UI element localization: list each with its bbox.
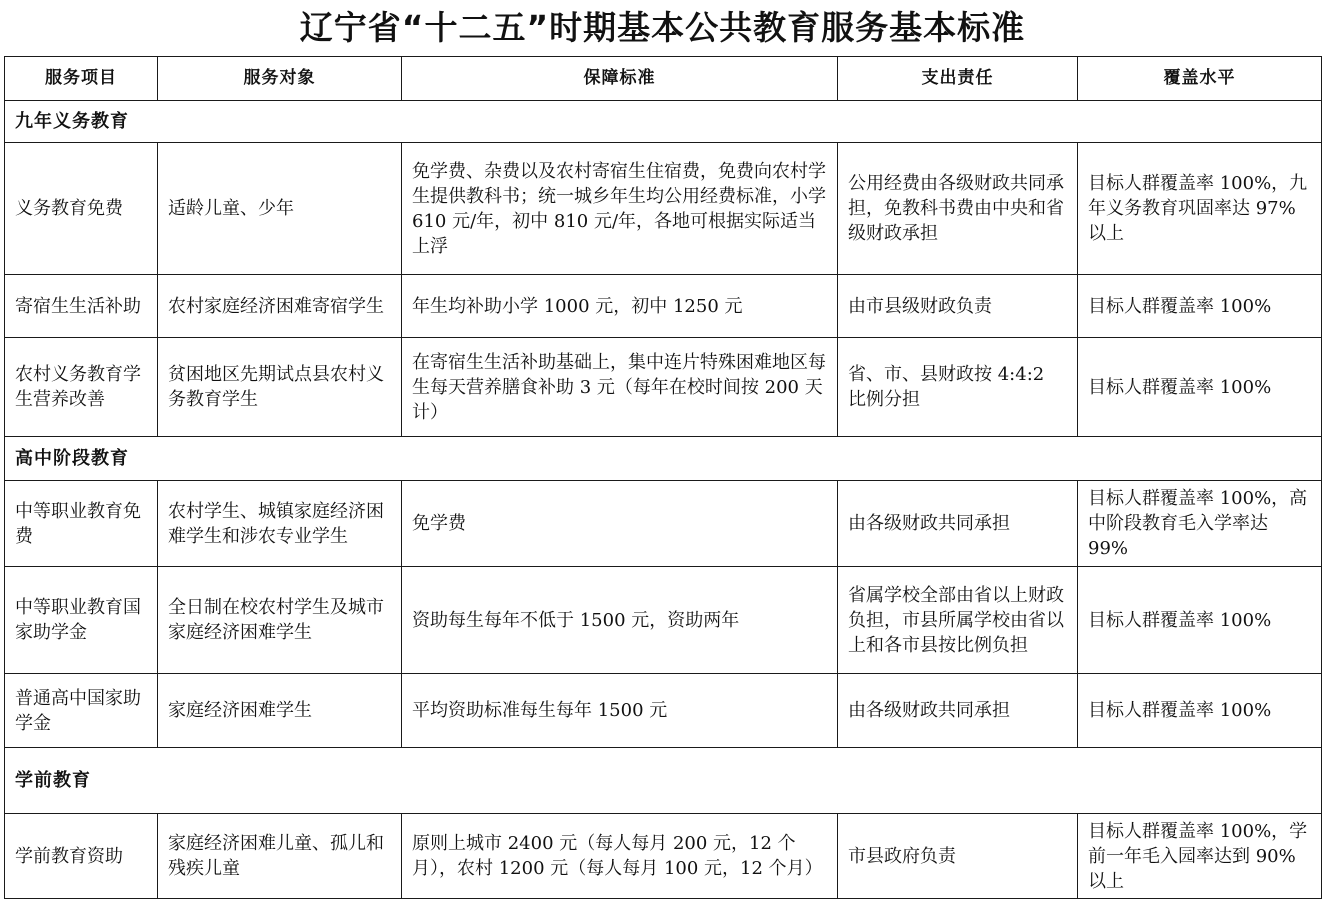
cell-service-item: 农村义务教育学生营养改善 <box>5 338 158 437</box>
document-title: 辽宁省“十二五”时期基本公共教育服务基本标准 <box>299 8 1026 47</box>
cell-coverage-level: 目标人群覆盖率 100% <box>1078 338 1322 437</box>
section-title: 九年义务教育 <box>5 101 1322 143</box>
section-row <box>5 101 1322 143</box>
header-expenditure-responsibility: 支出责任 <box>838 57 1078 101</box>
table-row <box>5 143 1322 275</box>
education-standards-table <box>4 56 1322 899</box>
section-title: 学前教育 <box>5 748 1322 814</box>
cell-service-target: 农村家庭经济困难寄宿学生 <box>158 275 402 338</box>
cell-service-target: 家庭经济困难学生 <box>158 674 402 748</box>
header-coverage-level: 覆盖水平 <box>1078 57 1322 101</box>
cell-service-target: 贫困地区先期试点县农村义务教育学生 <box>158 338 402 437</box>
cell-guarantee-standard: 资助每生每年不低于 1500 元，资助两年 <box>402 567 838 674</box>
cell-guarantee-standard: 在寄宿生生活补助基础上，集中连片特殊困难地区每生每天营养膳食补助 3 元（每年在校时间按 200 天计） <box>402 338 838 437</box>
cell-guarantee-standard: 免学费、杂费以及农村寄宿生住宿费，免费向农村学生提供教科书；统一城乡年生均公用经费标准，小学 610 元/年，初中 810 元/年，各地可根据实际适当上浮 <box>402 143 838 275</box>
cell-service-target: 全日制在校农村学生及城市家庭经济困难学生 <box>158 567 402 674</box>
cell-expenditure-responsibility: 由各级财政共同承担 <box>838 674 1078 748</box>
cell-expenditure-responsibility: 省、市、县财政按 4:4:2 比例分担 <box>838 338 1078 437</box>
cell-service-item: 寄宿生生活补助 <box>5 275 158 338</box>
cell-coverage-level: 目标人群覆盖率 100%，学前一年毛入园率达到 90%以上 <box>1078 814 1322 899</box>
cell-coverage-level: 目标人群覆盖率 100% <box>1078 275 1322 338</box>
cell-coverage-level: 目标人群覆盖率 100% <box>1078 674 1322 748</box>
header-row <box>5 57 1322 101</box>
cell-guarantee-standard: 免学费 <box>402 481 838 567</box>
cell-expenditure-responsibility: 由市县级财政负责 <box>838 275 1078 338</box>
cell-coverage-level: 目标人群覆盖率 100%，九年义务教育巩固率达 97%以上 <box>1078 143 1322 275</box>
cell-service-item: 学前教育资助 <box>5 814 158 899</box>
table-row <box>5 814 1322 899</box>
cell-service-item: 普通高中国家助学金 <box>5 674 158 748</box>
cell-service-item: 中等职业教育国家助学金 <box>5 567 158 674</box>
table-row <box>5 481 1322 567</box>
cell-service-target: 适龄儿童、少年 <box>158 143 402 275</box>
section-row <box>5 748 1322 814</box>
header-service-item: 服务项目 <box>5 57 158 101</box>
table-row <box>5 567 1322 674</box>
table-row <box>5 674 1322 748</box>
cell-guarantee-standard: 原则上城市 2400 元（每人每月 200 元，12 个月），农村 1200 元（每人每月 100 元，12 个月） <box>402 814 838 899</box>
cell-coverage-level: 目标人群覆盖率 100%，高中阶段教育毛入学率达 99% <box>1078 481 1322 567</box>
cell-service-target: 家庭经济困难儿童、孤儿和残疾儿童 <box>158 814 402 899</box>
cell-guarantee-standard: 平均资助标准每生每年 1500 元 <box>402 674 838 748</box>
cell-service-item: 义务教育免费 <box>5 143 158 275</box>
cell-service-target: 农村学生、城镇家庭经济困难学生和涉农专业学生 <box>158 481 402 567</box>
cell-expenditure-responsibility: 省属学校全部由省以上财政负担，市县所属学校由省以上和各市县按比例负担 <box>838 567 1078 674</box>
cell-guarantee-standard: 年生均补助小学 1000 元，初中 1250 元 <box>402 275 838 338</box>
cell-expenditure-responsibility: 由各级财政共同承担 <box>838 481 1078 567</box>
section-row <box>5 437 1322 481</box>
table-row <box>5 338 1322 437</box>
cell-service-item: 中等职业教育免费 <box>5 481 158 567</box>
cell-expenditure-responsibility: 市县政府负责 <box>838 814 1078 899</box>
cell-coverage-level: 目标人群覆盖率 100% <box>1078 567 1322 674</box>
header-guarantee-standard: 保障标准 <box>402 57 838 101</box>
header-service-target: 服务对象 <box>158 57 402 101</box>
section-title: 高中阶段教育 <box>5 437 1322 481</box>
table-row <box>5 275 1322 338</box>
cell-expenditure-responsibility: 公用经费由各级财政共同承担，免教科书费由中央和省级财政承担 <box>838 143 1078 275</box>
